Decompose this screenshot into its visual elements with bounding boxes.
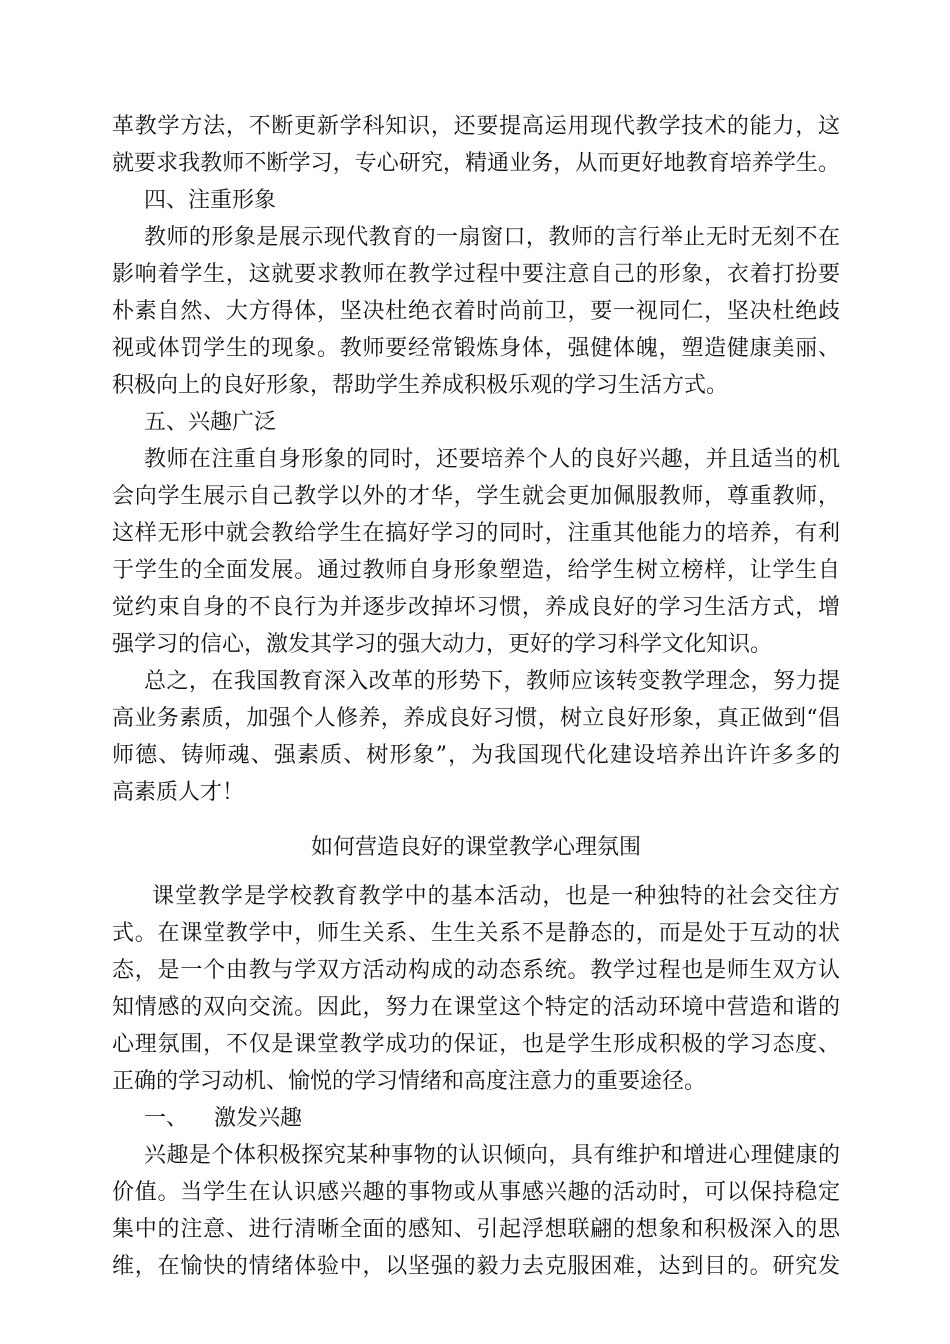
point-heading-1 [112, 1100, 840, 1137]
spacer [112, 866, 840, 878]
text-line: 影响着学生，这就要求教师在教学过程中要注意自己的形象，衣着打扮要 [112, 262, 840, 287]
text-line: 课堂教学是学校教育教学中的基本活动，也是一种独特的社会交往方 [152, 884, 840, 909]
text-line: 心理氛围，不仅是课堂教学成功的保证，也是学生形成积极的学习态度、 [112, 1032, 840, 1057]
paragraph-section-4 [112, 219, 840, 404]
text-line: 教师在注重自身形象的同时，还要培养个人的良好兴趣，并且适当的机 [144, 447, 840, 472]
text-line: 强学习的信心，激发其学习的强大动力，更好的学习科学文化知识。 [112, 632, 773, 657]
text-line: 总之，在我国教育深入改革的形势下，教师应该转变教学理念，努力提 [144, 669, 840, 694]
paragraph-summary [112, 663, 840, 811]
text-line: 知情感的双向交流。因此，努力在课堂这个特定的活动环境中营造和谐的 [112, 995, 840, 1020]
paragraph-section-5 [112, 441, 840, 663]
text-line: 态，是一个由教与学双方活动构成的动态系统。教学过程也是师生双方认 [112, 958, 840, 983]
text-line: 集中的注意、进行清晰全面的感知、引起浮想联翩的想象和积极深入的思 [112, 1217, 840, 1242]
text-line: 高素质人才！ [112, 780, 245, 805]
document-page [112, 108, 840, 1285]
text-line: 革教学方法，不断更新学科知识，还要提高运用现代教学技术的能力，这 [112, 114, 840, 139]
text-line: 朴素自然、大方得体，坚决杜绝衣着时尚前卫，要一视同仁，坚决杜绝歧 [112, 299, 840, 324]
article-title: 如何营造良好的课堂教学心理氛围 [310, 835, 641, 860]
section-heading-5: 五、兴趣广泛 [144, 410, 277, 435]
section-heading-4: 四、注重形象 [144, 188, 277, 213]
text-line: 这样无形中就会教给学生在搞好学习的同时，注重其他能力的培养，有利 [112, 521, 840, 546]
paragraph-intro [112, 878, 840, 1100]
text-line: 高业务素质，加强个人修养，养成良好习惯，树立良好形象，真正做到“倡 [112, 706, 840, 731]
text-line: 会向学生展示自己教学以外的才华，学生就会更加佩服教师，尊重教师， [112, 484, 840, 509]
text-line: 于学生的全面发展。通过教师自身形象塑造，给学生树立榜样，让学生自 [112, 558, 840, 583]
point-heading-text: 激发兴趣 [214, 1106, 303, 1131]
spacer [112, 811, 840, 829]
text-line: 觉约束自身的不良行为并逐步改掉坏习惯，养成良好的学习生活方式，增 [112, 595, 840, 620]
paragraph-point-1 [112, 1137, 840, 1285]
text-line: 师德、铸师魂、强素质、树形象”，为我国现代化建设培养出许许多多的 [112, 743, 840, 768]
text-line: 教师的形象是展示现代教育的一扇窗口，教师的言行举止无时无刻不在 [144, 225, 840, 250]
text-line: 正确的学习动机、愉悦的学习情绪和高度注意力的重要途径。 [112, 1069, 707, 1094]
point-number: 一、 [144, 1106, 189, 1131]
text-line: 维，在愉快的情绪体验中，以坚强的毅力去克服困难，达到目的。研究发 [112, 1254, 840, 1279]
text-line: 式。在课堂教学中，师生关系、生生关系不是静态的，而是处于互动的状 [112, 921, 840, 946]
text-line: 积极向上的良好形象，帮助学生养成积极乐观的学习生活方式。 [112, 373, 729, 398]
text-line: 兴趣是个体积极探究某种事物的认识倾向，具有维护和增进心理健康的 [144, 1143, 840, 1168]
text-line: 价值。当学生在认识感兴趣的事物或从事感兴趣的活动时，可以保持稳定 [112, 1180, 840, 1205]
text-line: 就要求我教师不断学习，专心研究，精通业务，从而更好地教育培养学生。 [112, 151, 840, 176]
text-line: 视或体罚学生的现象。教师要经常锻炼身体，强健体魄，塑造健康美丽、 [112, 336, 840, 361]
paragraph-continuation [112, 108, 840, 182]
